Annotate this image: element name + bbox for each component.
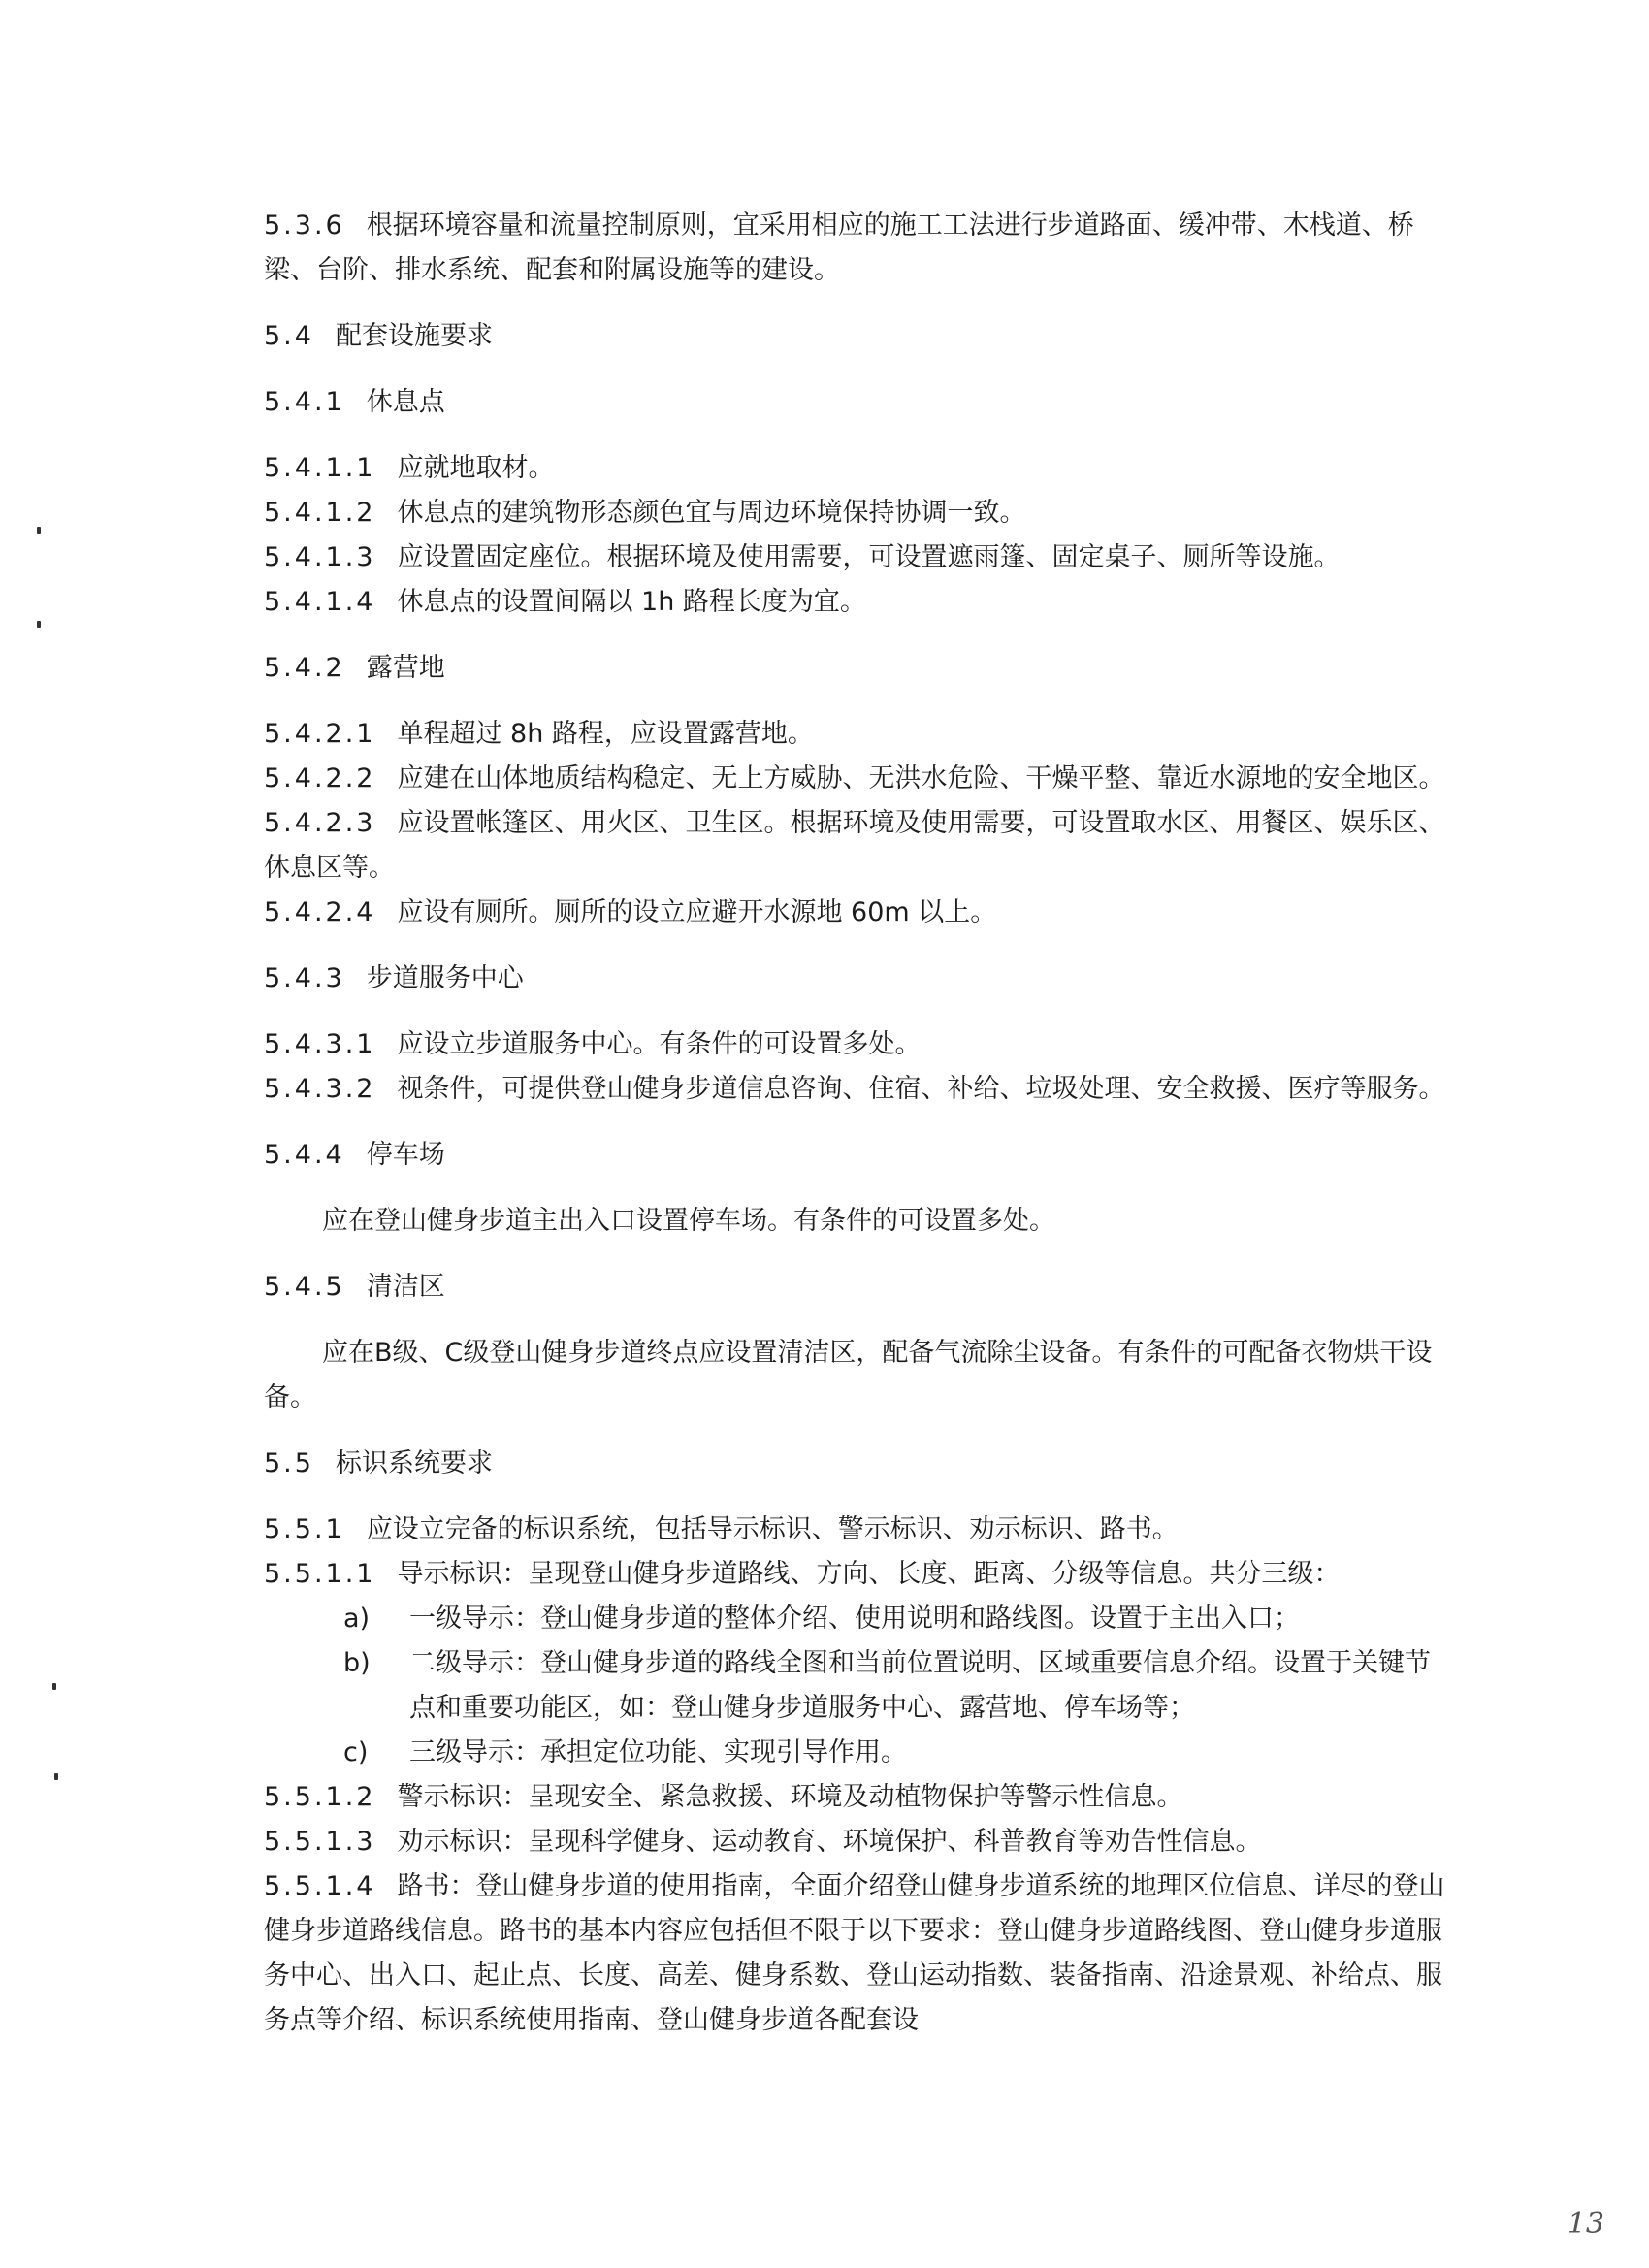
heading-title: 配套设施要求 [335, 321, 493, 351]
heading-5-4-1 [264, 380, 1447, 425]
paragraph-5-4-5: 应在B级、C级登山健身步道终点应设置清洁区，配备气流除尘设备。有条件的可配备衣物烘干设备。 [264, 1338, 1433, 1412]
clause-text: 应设立完备的标识系统，包括导示标识、警示标识、劝示标识、路书。 [366, 1514, 1179, 1544]
list-text: 二级导示：登山健身步道的路线全图和当前位置说明、区域重要信息介绍。设置于关键节点和重要功能区，如：登山健身步道服务中心、露营地、停车场等； [409, 1648, 1431, 1723]
heading-number: 5.5 [264, 1448, 314, 1478]
clause-number: 5.4.1.3 [264, 542, 376, 572]
heading-title: 步道服务中心 [366, 963, 524, 993]
clause-5-4-2-4 [264, 891, 1447, 935]
clause-number: 5.3.6 [264, 211, 345, 241]
clause-5-4-2-2 [264, 757, 1447, 801]
scan-speck [37, 527, 41, 534]
clause-text: 根据环境容量和流量控制原则，宜采用相应的施工工法进行步道路面、缓冲带、木栈道、桥梁、台阶、排水系统、配套和附属设施等的建设。 [264, 211, 1414, 285]
clause-text: 单程超过 8h 路程，应设置露营地。 [397, 719, 814, 749]
list-label: a) [343, 1604, 371, 1634]
clause-text: 应设立步道服务中心。有条件的可设置多处。 [397, 1029, 922, 1059]
clause-text: 休息点的建筑物形态颜色宜与周边环境保持协调一致。 [397, 498, 1026, 528]
scan-speck [54, 1773, 58, 1780]
heading-5-4-5 [264, 1265, 1447, 1310]
list-item-c [264, 1731, 1447, 1775]
clause-text: 应设有厕所。厕所的设立应避开水源地 60m 以上。 [397, 897, 997, 927]
page-number: 13 [1567, 2207, 1604, 2241]
clause-number: 5.4.2.2 [264, 763, 376, 794]
clause-number: 5.4.1.4 [264, 587, 376, 617]
clause-5-5-1 [264, 1507, 1447, 1552]
heading-5-5 [264, 1442, 1447, 1486]
heading-number: 5.4.5 [264, 1272, 345, 1302]
clause-number: 5.5.1.1 [264, 1559, 376, 1589]
paragraph-5-4-4: 应在登山健身步道主出入口设置停车场。有条件的可设置多处。 [322, 1206, 1055, 1236]
heading-number: 5.4.1 [264, 387, 345, 417]
clause-text: 导示标识：呈现登山健身步道路线、方向、长度、距离、分级等信息。共分三级： [397, 1559, 1341, 1589]
clause-number: 5.5.1 [264, 1514, 345, 1544]
heading-title: 清洁区 [366, 1272, 445, 1302]
clause-5-4-2-3 [264, 801, 1447, 891]
heading-5-4 [264, 314, 1447, 359]
clause-number: 5.4.2.4 [264, 897, 376, 927]
clause-5-5-1-3 [264, 1820, 1447, 1864]
clause-text: 应设置帐篷区、用火区、卫生区。根据环境及使用需要，可设置取水区、用餐区、娱乐区、休息区等。 [264, 808, 1445, 883]
list-label: c) [343, 1737, 369, 1767]
heading-title: 标识系统要求 [335, 1448, 493, 1478]
clause-number: 5.4.1.2 [264, 498, 376, 528]
list-label: b) [343, 1648, 371, 1678]
heading-5-4-2 [264, 646, 1447, 691]
heading-title: 露营地 [366, 653, 445, 683]
clause-5-5-1-1 [264, 1552, 1447, 1597]
clause-5-3-6 [264, 204, 1447, 293]
heading-5-4-3 [264, 956, 1447, 1001]
clause-number: 5.4.1.1 [264, 453, 376, 483]
heading-number: 5.4.4 [264, 1140, 345, 1170]
clause-number: 5.5.1.2 [264, 1782, 376, 1812]
heading-5-4-4 [264, 1133, 1447, 1178]
clause-5-4-1-3 [264, 535, 1447, 580]
list-text: 一级导示：登山健身步道的整体介绍、使用说明和路线图。设置于主出入口； [409, 1604, 1300, 1634]
clause-5-4-2-1 [264, 712, 1447, 757]
clause-number: 5.5.1.4 [264, 1871, 376, 1901]
heading-title: 停车场 [366, 1140, 445, 1170]
list-text: 三级导示：承担定位功能、实现引导作用。 [409, 1737, 907, 1767]
scan-speck [37, 621, 41, 628]
clause-5-5-1-4 [264, 1864, 1447, 2043]
clause-number: 5.5.1.3 [264, 1827, 376, 1857]
clause-number: 5.4.3.2 [264, 1074, 376, 1104]
list-item-a [264, 1597, 1447, 1641]
clause-text: 应就地取材。 [397, 453, 555, 483]
list-item-b [264, 1641, 1447, 1731]
clause-text: 视条件，可提供登山健身步道信息咨询、住宿、补给、垃圾处理、安全救援、医疗等服务。 [397, 1074, 1445, 1104]
clause-text: 应设置固定座位。根据环境及使用需要，可设置遮雨篷、固定桌子、厕所等设施。 [397, 542, 1341, 572]
clause-text: 劝示标识：呈现科学健身、运动教育、环境保护、科普教育等劝告性信息。 [397, 1827, 1262, 1857]
scan-speck [52, 1683, 56, 1690]
clause-5-5-1-2 [264, 1775, 1447, 1820]
clause-5-4-3-1 [264, 1022, 1447, 1067]
clause-5-4-1-2 [264, 491, 1447, 535]
clause-5-4-1-1 [264, 446, 1447, 491]
clause-5-4-3-2 [264, 1067, 1447, 1112]
clause-text: 应建在山体地质结构稳定、无上方威胁、无洪水危险、干燥平整、靠近水源地的安全地区。 [397, 763, 1445, 794]
clause-number: 5.4.2.1 [264, 719, 376, 749]
clause-text: 路书：登山健身步道的使用指南，全面介绍登山健身步道系统的地理区位信息、详尽的登山健身步道路线信息。路书的基本内容应包括但不限于以下要求：登山健身步道路线图、登山健身步道服务中心、出入口、起止点、长度、高差、健身系数、登山运动指数、装备指南、沿途景观、补给点、服务点等介绍、标识系统使用指南、登山健身步道各配套设 [264, 1871, 1445, 2035]
heading-title: 休息点 [366, 387, 445, 417]
clause-text: 休息点的设置间隔以 1h 路程长度为宜。 [397, 587, 866, 617]
clause-5-4-1-4 [264, 580, 1447, 625]
heading-number: 5.4.3 [264, 963, 345, 993]
clause-text: 警示标识：呈现安全、紧急救援、环境及动植物保护等警示性信息。 [397, 1782, 1183, 1812]
heading-number: 5.4.2 [264, 653, 345, 683]
clause-number: 5.4.2.3 [264, 808, 376, 838]
heading-number: 5.4 [264, 321, 314, 351]
clause-number: 5.4.3.1 [264, 1029, 376, 1059]
document-body [264, 204, 1447, 2043]
